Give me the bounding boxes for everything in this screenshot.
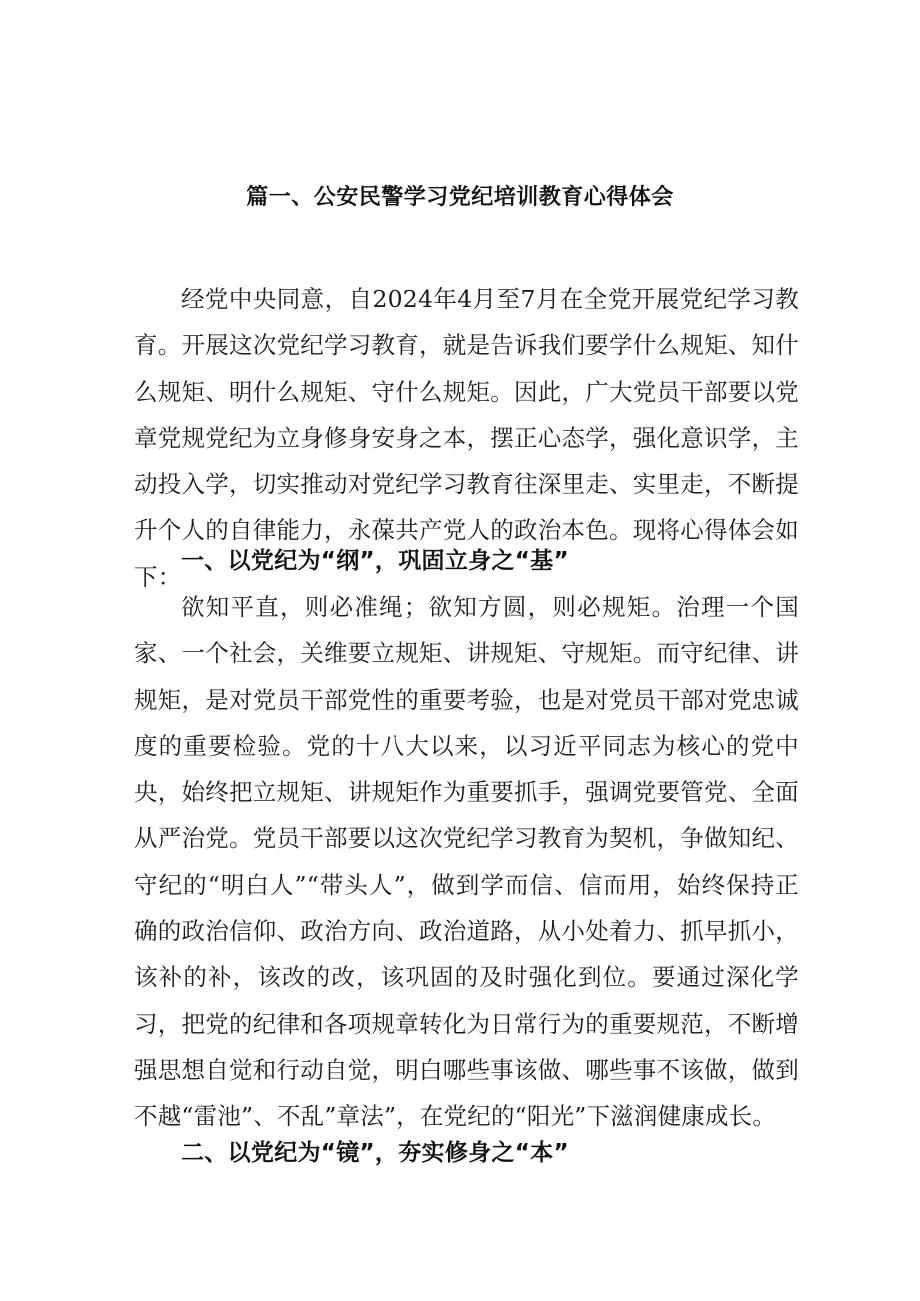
document-title: 篇一、公安民警学习党纪培训教育心得体会 — [246, 185, 674, 210]
section-heading-1: 一、以党纪为“纲”，巩固立身之“基” — [181, 548, 569, 574]
section-heading-2: 二、以党纪为“镜”，夯实修身之“本” — [181, 1140, 569, 1166]
section-1-paragraph: 欲知平直，则必准绳；欲知方圆，则必规矩。治理一个国家、一个社会，关维要立规矩、讲规矩、守规矩。而守纪律、讲规矩，是对党员干部党性的重要考验，也是对党员干部对党忠诚度的重要检验。党的十八大以来，以习近平同志为核心的党中央，始终把立规矩、讲规矩作为重要抓手，强调党要管党、全面从严治党。党员干部要以这次党纪学习教育为契机，争做知纪、守纪的“明白人”“带头人”，做到学而信、信而用，始终保持正确的政治信仰、政治方向、政治道路，从小处着力、抓早抓小，该补的补，该改的改，该巩固的及时强化到位。要通过深化学习，把党的纪律和各项规章转化为日常行为的重要规范，不断增强思想自觉和行动自觉，明白哪些事该做、哪些事不该做，做到不越“雷池”、不乱”章法”，在党纪的“阳光”下滋润健康成长。 — [134, 593, 799, 1131]
intro-paragraph: 经党中央同意，自2024年4月至7月在全党开展党纪学习教育。开展这次党纪学习教育，就是告诉我们要学什么规矩、知什么规矩、明什么规矩、守什么规矩。因此，广大党员干部要以党章党规党纪为立身修身安身之本，摆正心态学，强化意识学，主动投入学，切实推动对党纪学习教育往深里走、实里走，不断提升个人的自律能力，永葆共产党人的政治本色。现将心得体会如下： — [134, 285, 799, 591]
